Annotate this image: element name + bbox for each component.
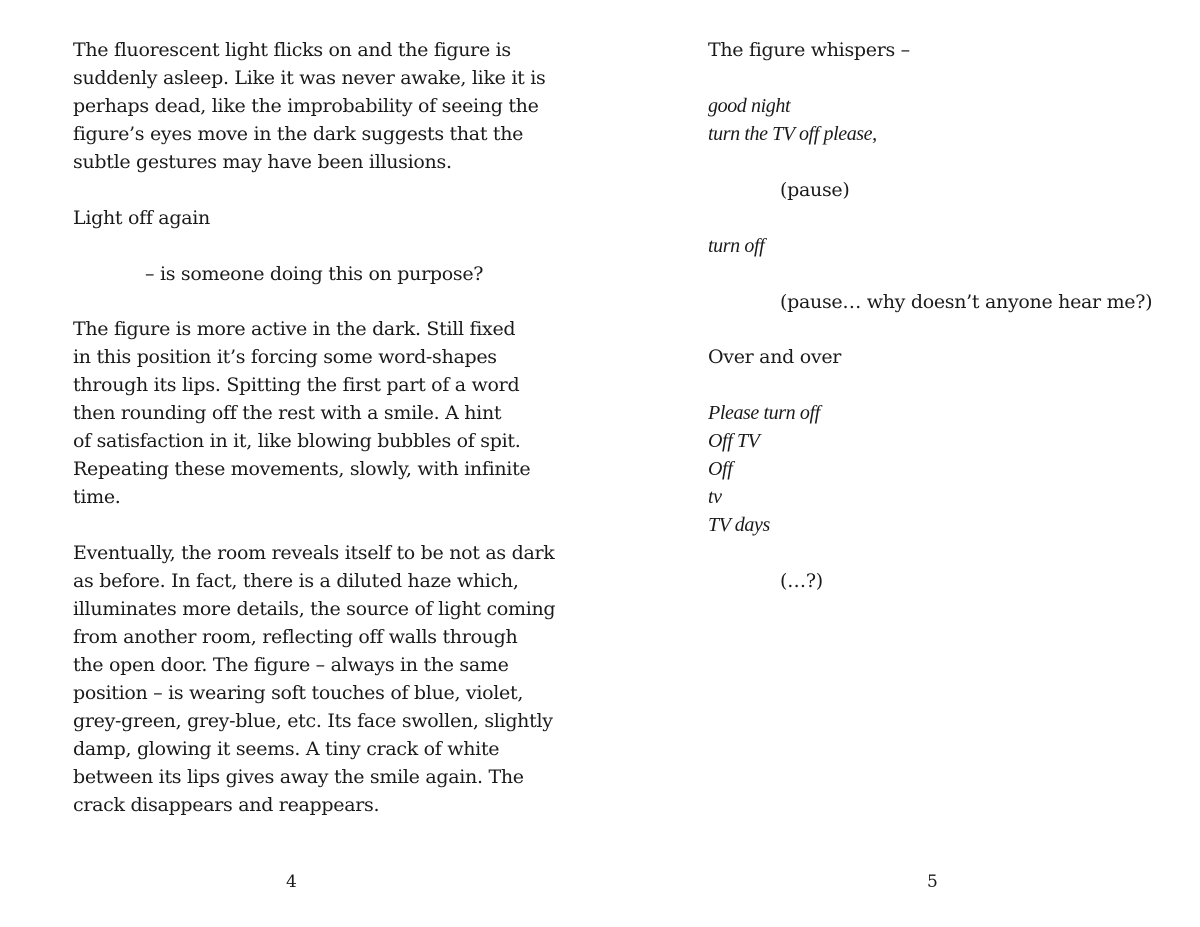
whisper-block-3	[708, 399, 820, 539]
text-line: of satisfaction in it, like blowing bubbles of spit.	[73, 430, 521, 452]
text-line: Eventually, the room reveals itself to be not as dark	[73, 542, 555, 564]
text-line: damp, glowing it seems. A tiny crack of white	[73, 738, 500, 760]
pause-1: (pause)	[780, 179, 850, 201]
text-line: subtle gestures may have been illusions.	[73, 151, 452, 173]
whisper-line: turn the TV off please,	[708, 123, 877, 145]
text-line: between its lips gives away the smile again. The	[73, 766, 524, 788]
whisper-turn-off: turn off	[708, 235, 765, 257]
whisper-line: good night	[708, 95, 791, 117]
text-line: The figure is more active in the dark. Still fixed	[73, 318, 516, 340]
text-line: the open door. The figure – always in the same	[73, 654, 509, 676]
line-question: – is someone doing this on purpose?	[145, 263, 484, 285]
paragraph-1	[73, 36, 545, 176]
paragraph-2	[73, 315, 530, 511]
right-page	[600, 0, 1200, 927]
whisper-line: Off	[708, 458, 733, 480]
paragraph-3	[73, 539, 555, 819]
line-light-off: Light off again	[73, 207, 210, 229]
whisper-line: Off TV	[708, 430, 760, 452]
text-line: illuminates more details, the source of light coming	[73, 598, 556, 620]
whisper-line: Please turn off	[708, 402, 820, 424]
whisper-line: tv	[708, 486, 722, 508]
text-line: through its lips. Spitting the first part of a word	[73, 374, 520, 396]
text-line: The fluorescent light flicks on and the figure is	[73, 39, 511, 61]
text-line: then rounding off the rest with a smile. A hint	[73, 402, 502, 424]
text-line: time.	[73, 486, 121, 508]
text-line: from another room, reflecting off walls through	[73, 626, 518, 648]
pause-2: (pause… why doesn’t anyone hear me?)	[780, 291, 1153, 313]
text-line: perhaps dead, like the improbability of seeing the	[73, 95, 539, 117]
whisper-block-1	[708, 92, 877, 148]
text-line: as before. In fact, there is a diluted haze which,	[73, 570, 519, 592]
page-number-right: 5	[927, 872, 938, 892]
text-line: suddenly asleep. Like it was never awake, like it is	[73, 67, 546, 89]
page-number-left: 4	[286, 872, 297, 892]
text-line: position – is wearing soft touches of blue, violet,	[73, 682, 524, 704]
text-line: in this position it’s forcing some word-shapes	[73, 346, 497, 368]
line-over-and-over: Over and over	[708, 346, 842, 368]
ellipsis-question: (…?)	[780, 570, 823, 592]
whisper-line: TV days	[708, 514, 770, 536]
text-line: grey-green, grey-blue, etc. Its face swollen, slightly	[73, 710, 553, 732]
text-line: Repeating these movements, slowly, with infinite	[73, 458, 531, 480]
text-line: crack disappears and reappears.	[73, 794, 380, 816]
line-whispers: The figure whispers –	[708, 39, 910, 61]
text-line: figure’s eyes move in the dark suggests that the	[73, 123, 524, 145]
